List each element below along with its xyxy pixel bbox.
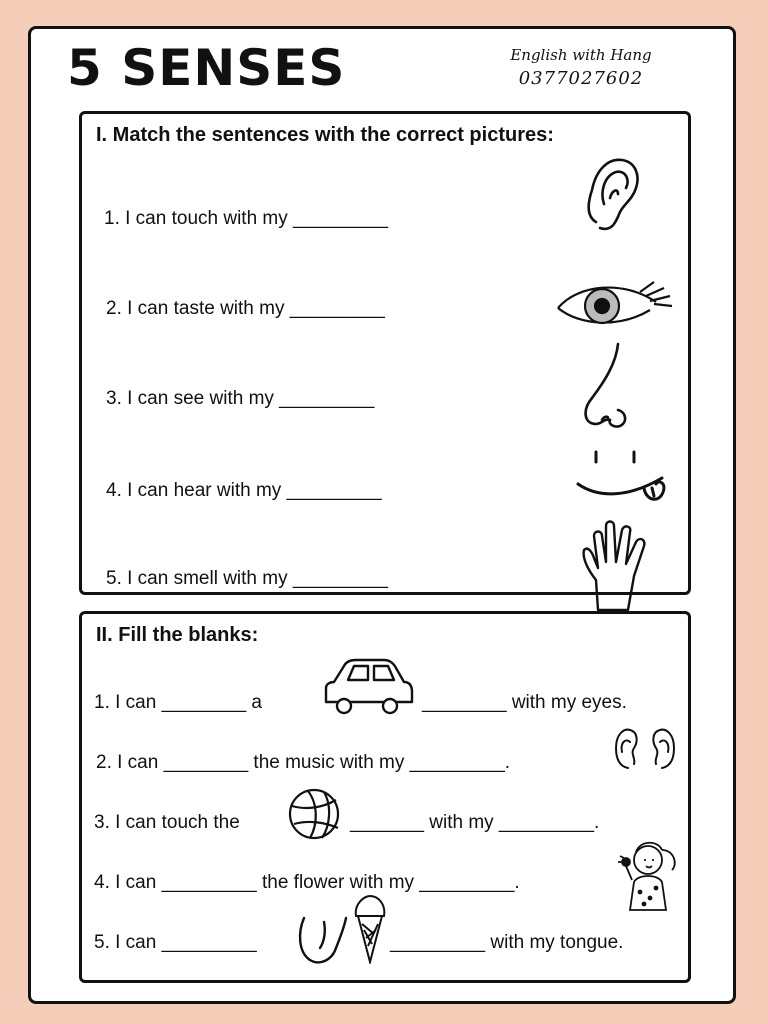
- tongue-icon: [296, 912, 350, 966]
- mouth-tongue-icon: [572, 444, 672, 508]
- ears-icon: [610, 726, 680, 772]
- match-sentence-2: 2. I can taste with my _________: [106, 298, 385, 319]
- basketball-icon: [286, 786, 342, 842]
- fill-line-4: 4. I can _________ the flower with my _________.: [94, 872, 520, 893]
- brand-name: English with Hang: [510, 46, 652, 64]
- match-sentence-5: 5. I can smell with my _________: [106, 568, 388, 589]
- hand-icon: [578, 518, 662, 614]
- eye-icon: [554, 276, 674, 334]
- fill-line-2: 2. I can ________ the music with my _________.: [96, 752, 511, 773]
- ear-icon: [582, 152, 642, 236]
- fill-line-1b: ________ with my eyes.: [422, 692, 627, 713]
- match-sentence-1: 1. I can touch with my _________: [104, 208, 389, 229]
- section-match-heading: I. Match the sentences with the correct pictures:: [96, 124, 554, 146]
- page-title: 5 SENSES: [67, 39, 346, 97]
- car-icon: [322, 658, 416, 720]
- fill-line-5b: _________ with my tongue.: [390, 932, 624, 953]
- fill-line-3b: _______ with my _________.: [350, 812, 600, 833]
- fill-line-3a: 3. I can touch the: [94, 812, 240, 833]
- section-fill-heading: II. Fill the blanks:: [96, 624, 259, 646]
- worksheet: [28, 26, 736, 1004]
- fill-line-5a: 5. I can _________: [94, 932, 257, 953]
- section-match: [79, 111, 691, 595]
- brand-phone: 0377027602: [518, 68, 644, 89]
- match-sentence-3: 3. I can see with my _________: [106, 388, 375, 409]
- girl-smelling-flower-icon: [616, 836, 684, 916]
- nose-icon: [578, 340, 634, 432]
- ice-cream-icon: [352, 894, 388, 964]
- fill-line-1a: 1. I can ________ a: [94, 692, 262, 713]
- match-sentence-4: 4. I can hear with my _________: [106, 480, 382, 501]
- section-fill: [79, 611, 691, 983]
- brand: [501, 43, 661, 91]
